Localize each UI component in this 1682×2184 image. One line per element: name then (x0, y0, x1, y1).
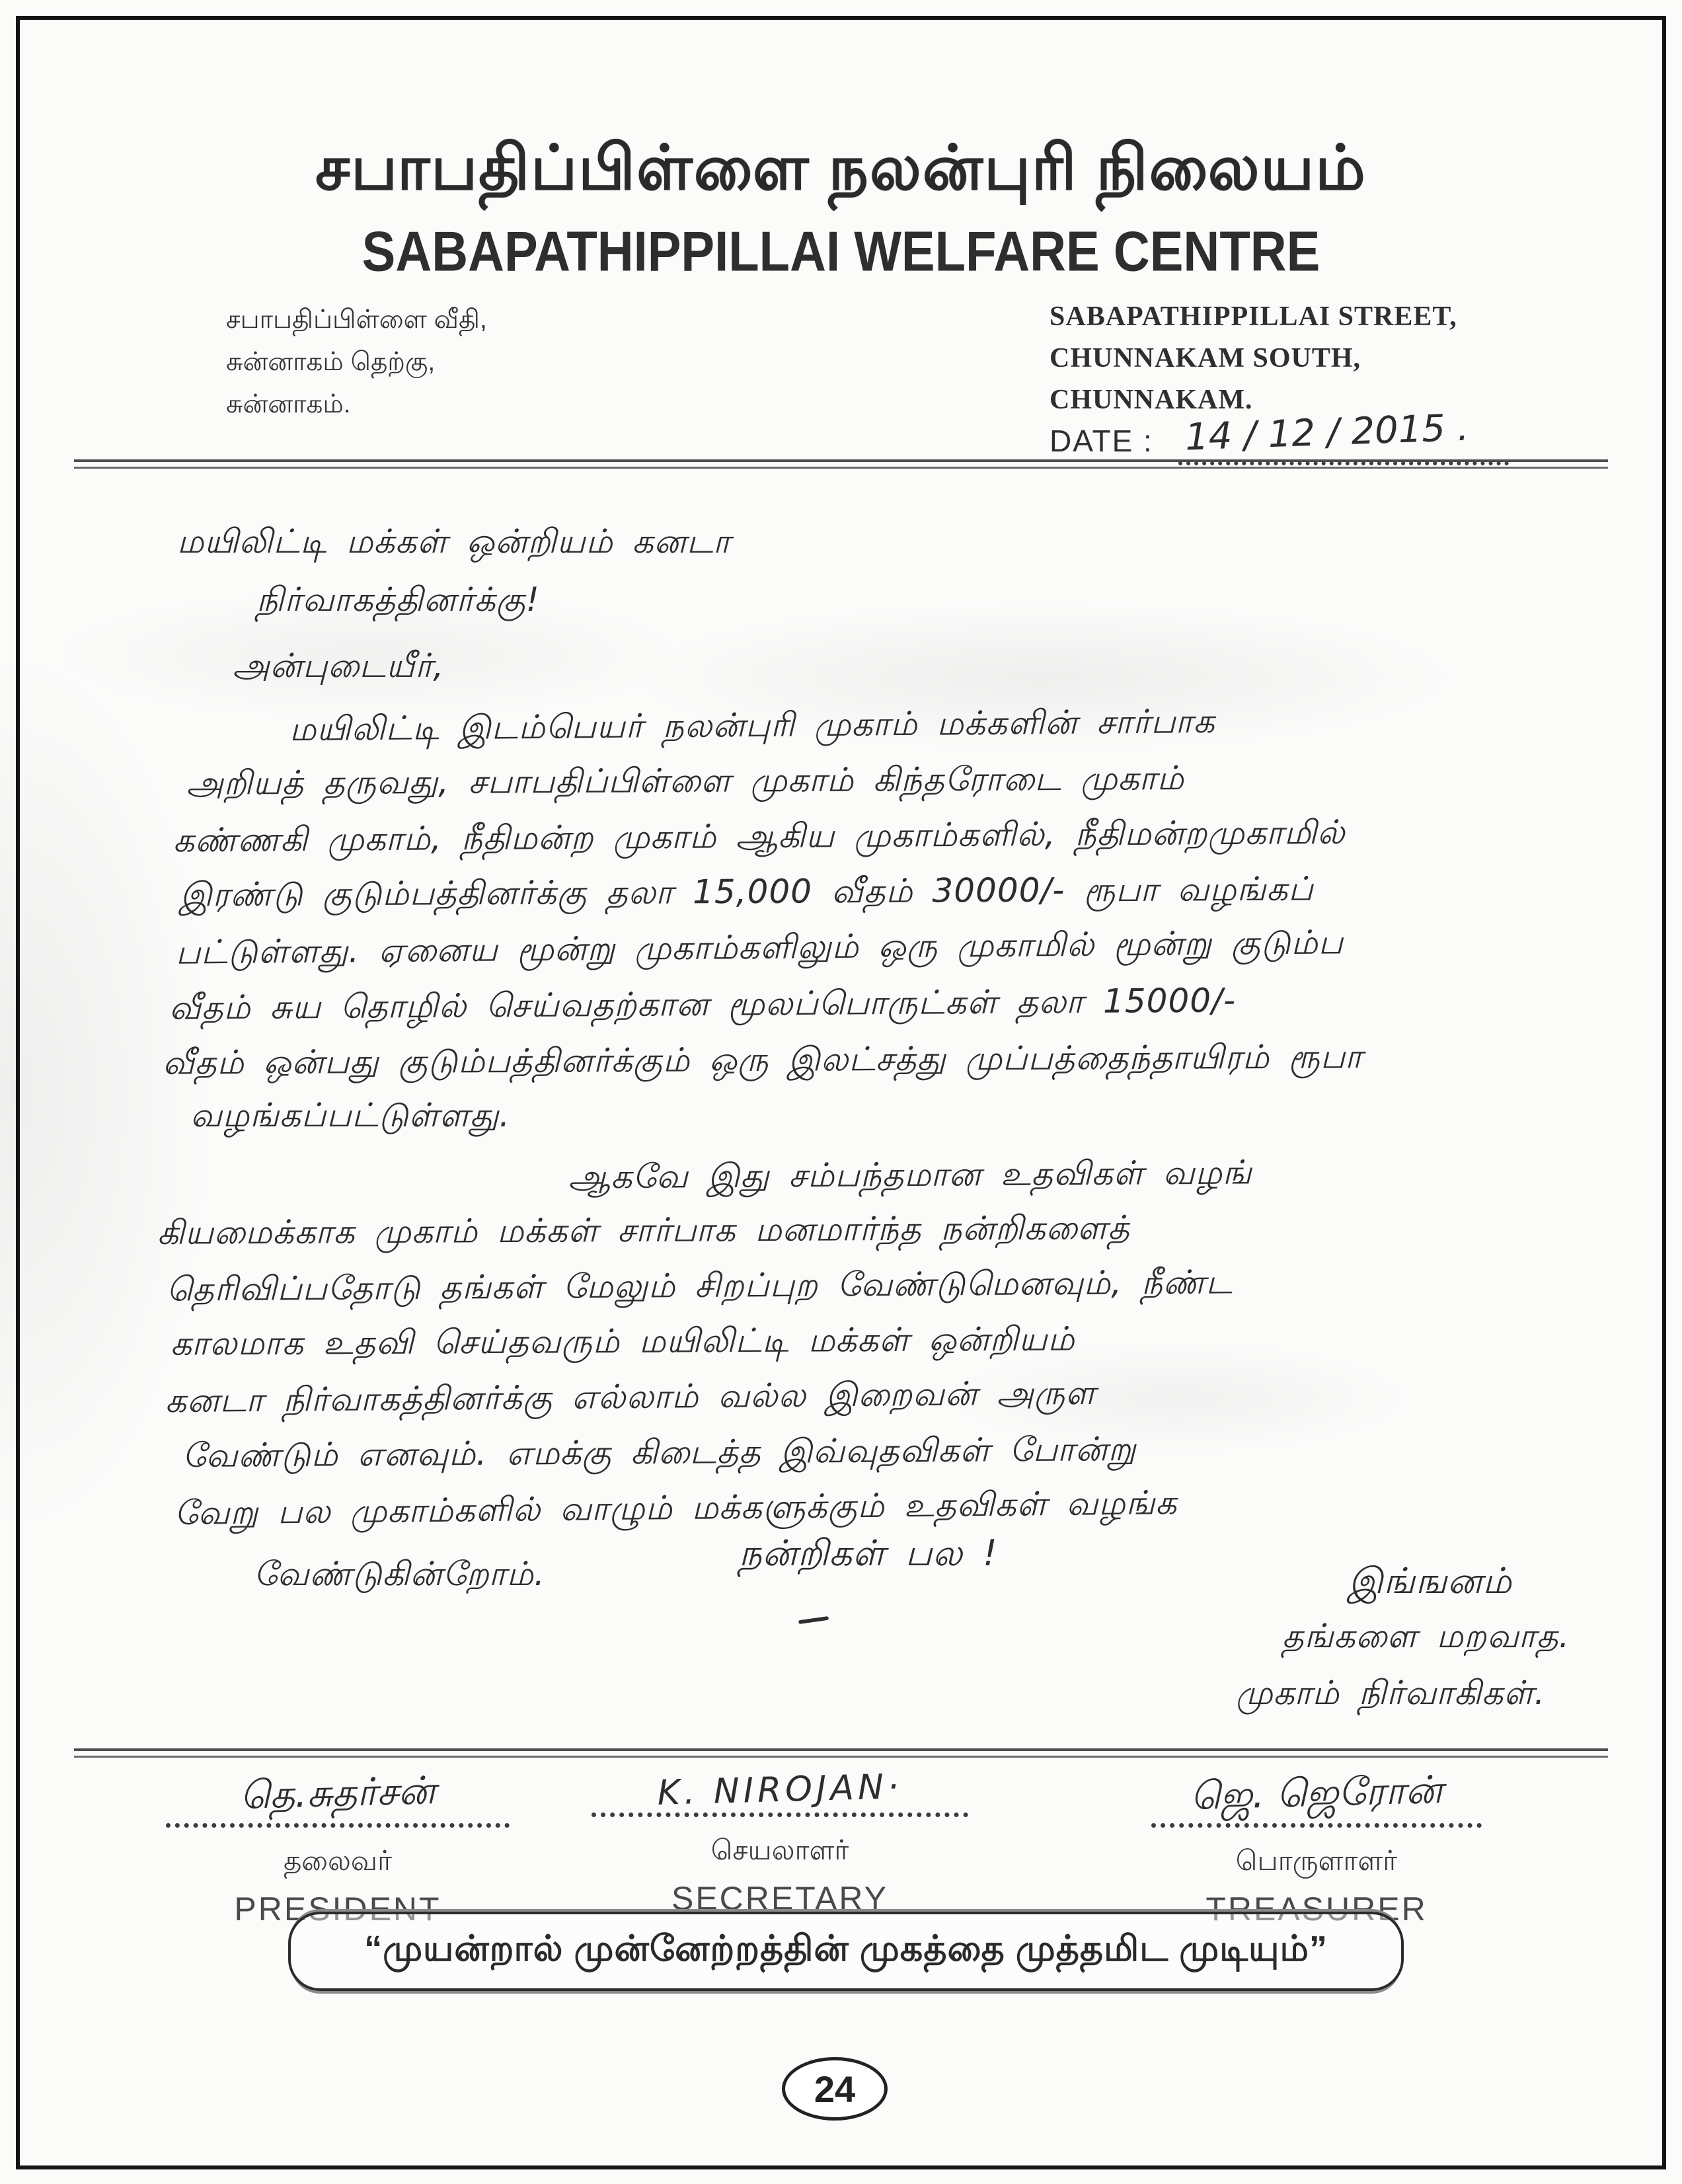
address-tamil (226, 299, 487, 426)
signature-divider (74, 1748, 1608, 1758)
secretary-title-tamil: செயலாளர் (710, 1834, 849, 1865)
page-number-badge (782, 2057, 888, 2121)
signatory-secretary (579, 1767, 981, 1918)
salutation: அன்புடையீர், (233, 646, 445, 685)
body-line: கனடா நிர்வாகத்தினர்க்கு எல்லாம் வல்ல இறைவன் அருள (165, 1373, 1096, 1421)
date-value: 14 / 12 / 2015 . (1184, 406, 1470, 459)
president-signature-line (166, 1823, 510, 1828)
body-line: மயிலிட்டி இடம்பெயர் நலன்புரி முகாம் மக்களின் சார்பாக (289, 701, 1215, 749)
body-line: பட்டுள்ளது. ஏனைய மூன்று முகாம்களிலும் ஒரு முகாமில் மூன்று குடும்ப (175, 923, 1344, 972)
page-number: 24 (814, 2068, 856, 2110)
body-line: ஆகவே இது சம்பந்தமான உதவிகள் வழங் (568, 1153, 1252, 1196)
closing-line3: முகாம் நிர்வாகிகள். (1236, 1674, 1546, 1712)
president-title-english: PRESIDENT (234, 1891, 441, 1928)
address-tamil-line2: சுன்னாகம் தெற்கு, (226, 348, 436, 376)
org-title-english: SABAPATHIPPILLAI WELFARE CENTRE (362, 220, 1320, 284)
body-line: கியமைக்காக முகாம் மக்கள் சார்பாக மனமார்ந்த நன்றிகளைத் (157, 1208, 1130, 1252)
slogan-text: “முயன்றால் முன்னேற்றத்தின் முகத்தை முத்தமிட முடியும்” (364, 1929, 1328, 1969)
address-english (1050, 296, 1457, 421)
body-line: வேண்டுகின்றோம். (254, 1555, 545, 1593)
body-line: வீதம் சுய தொழில் செய்வதற்கான மூலப்பொருட்கள் தலா 15000/- (169, 981, 1237, 1027)
secretary-title-english: SECRETARY (671, 1880, 888, 1917)
address-english-line2: CHUNNAKAM SOUTH, (1050, 343, 1361, 373)
treasurer-signature: ஜெ. ஜெரோன் (1190, 1767, 1443, 1818)
closing-line1: இங்ஙனம் (1348, 1560, 1512, 1602)
president-signature: தெ.சுதர்சன் (239, 1768, 436, 1818)
org-title-tamil: சபாபதிப்பிள்ளை நலன்புரி நிலையம் (315, 133, 1367, 202)
treasurer-signature-line (1151, 1823, 1482, 1828)
treasurer-title-tamil: பொருளாளர் (1235, 1845, 1398, 1876)
flourish-dash (798, 1616, 829, 1624)
treasurer-title-english: TREASURER (1205, 1891, 1428, 1928)
body-line: வேறு பல முகாம்களில் வாழும் மக்களுக்கும் உதவிகள் வழங்க (174, 1483, 1178, 1532)
signatory-treasurer (1118, 1767, 1515, 1928)
recipient-line2: நிர்வாகத்தினர்க்கு! (256, 580, 540, 619)
address-tamil-line3: சுன்னாகம். (226, 390, 351, 418)
body-line: காலமாக உதவி செய்தவரும் மயிலிட்டி மக்கள் ஒன்றியம் (170, 1319, 1075, 1363)
body-line: இரண்டு குடும்பத்தினர்க்கு தலா 15,000 வீதம் 30000/- ரூபா வழங்கப் (179, 869, 1314, 914)
recipient-line1: மயிலிட்டி மக்கள் ஒன்றியம் கனடா (177, 522, 731, 561)
address-english-line1: SABAPATHIPPILLAI STREET, (1050, 301, 1457, 332)
body-line: வழங்கப்பட்டுள்ளது. (190, 1096, 511, 1134)
body-line: அறியத் தருவது, சபாபதிப்பிள்ளை முகாம் கிந்தரோடை முகாம் (186, 759, 1185, 802)
header-divider (74, 459, 1608, 469)
body-line: வேண்டும் எனவும். எமக்கு கிடைத்த இவ்வுதவிகள் போன்று (182, 1429, 1137, 1475)
body-line: வீதம் ஒன்பது குடும்பத்தினர்க்கும் ஒரு இலட்சத்து முப்பத்தைந்தாயிரம் ரூபா (162, 1037, 1363, 1082)
closing-line2: தங்களை மறவாத. (1282, 1617, 1570, 1655)
president-title-tamil: தலைவர் (283, 1845, 393, 1876)
date-label: DATE : (1050, 424, 1153, 458)
body-line: தெரிவிப்பதோடு தங்கள் மேலும் சிறப்புற வேண்டுமெனவும், நீண்ட (166, 1263, 1233, 1309)
address-english-line3: CHUNNAKAM. (1050, 385, 1253, 415)
signatory-president (151, 1770, 525, 1928)
slogan-box (288, 1912, 1404, 1991)
thanks-line: நன்றிகள் பல ! (739, 1532, 998, 1574)
body-line: கண்ணகி முகாம், நீதிமன்ற முகாம் ஆகிய முகாம்களில், நீதிமன்றமுகாமில் (172, 812, 1346, 860)
address-tamil-line1: சபாபதிப்பிள்ளை வீதி, (226, 305, 487, 334)
secretary-signature: K. NIROJAN· (656, 1767, 903, 1813)
